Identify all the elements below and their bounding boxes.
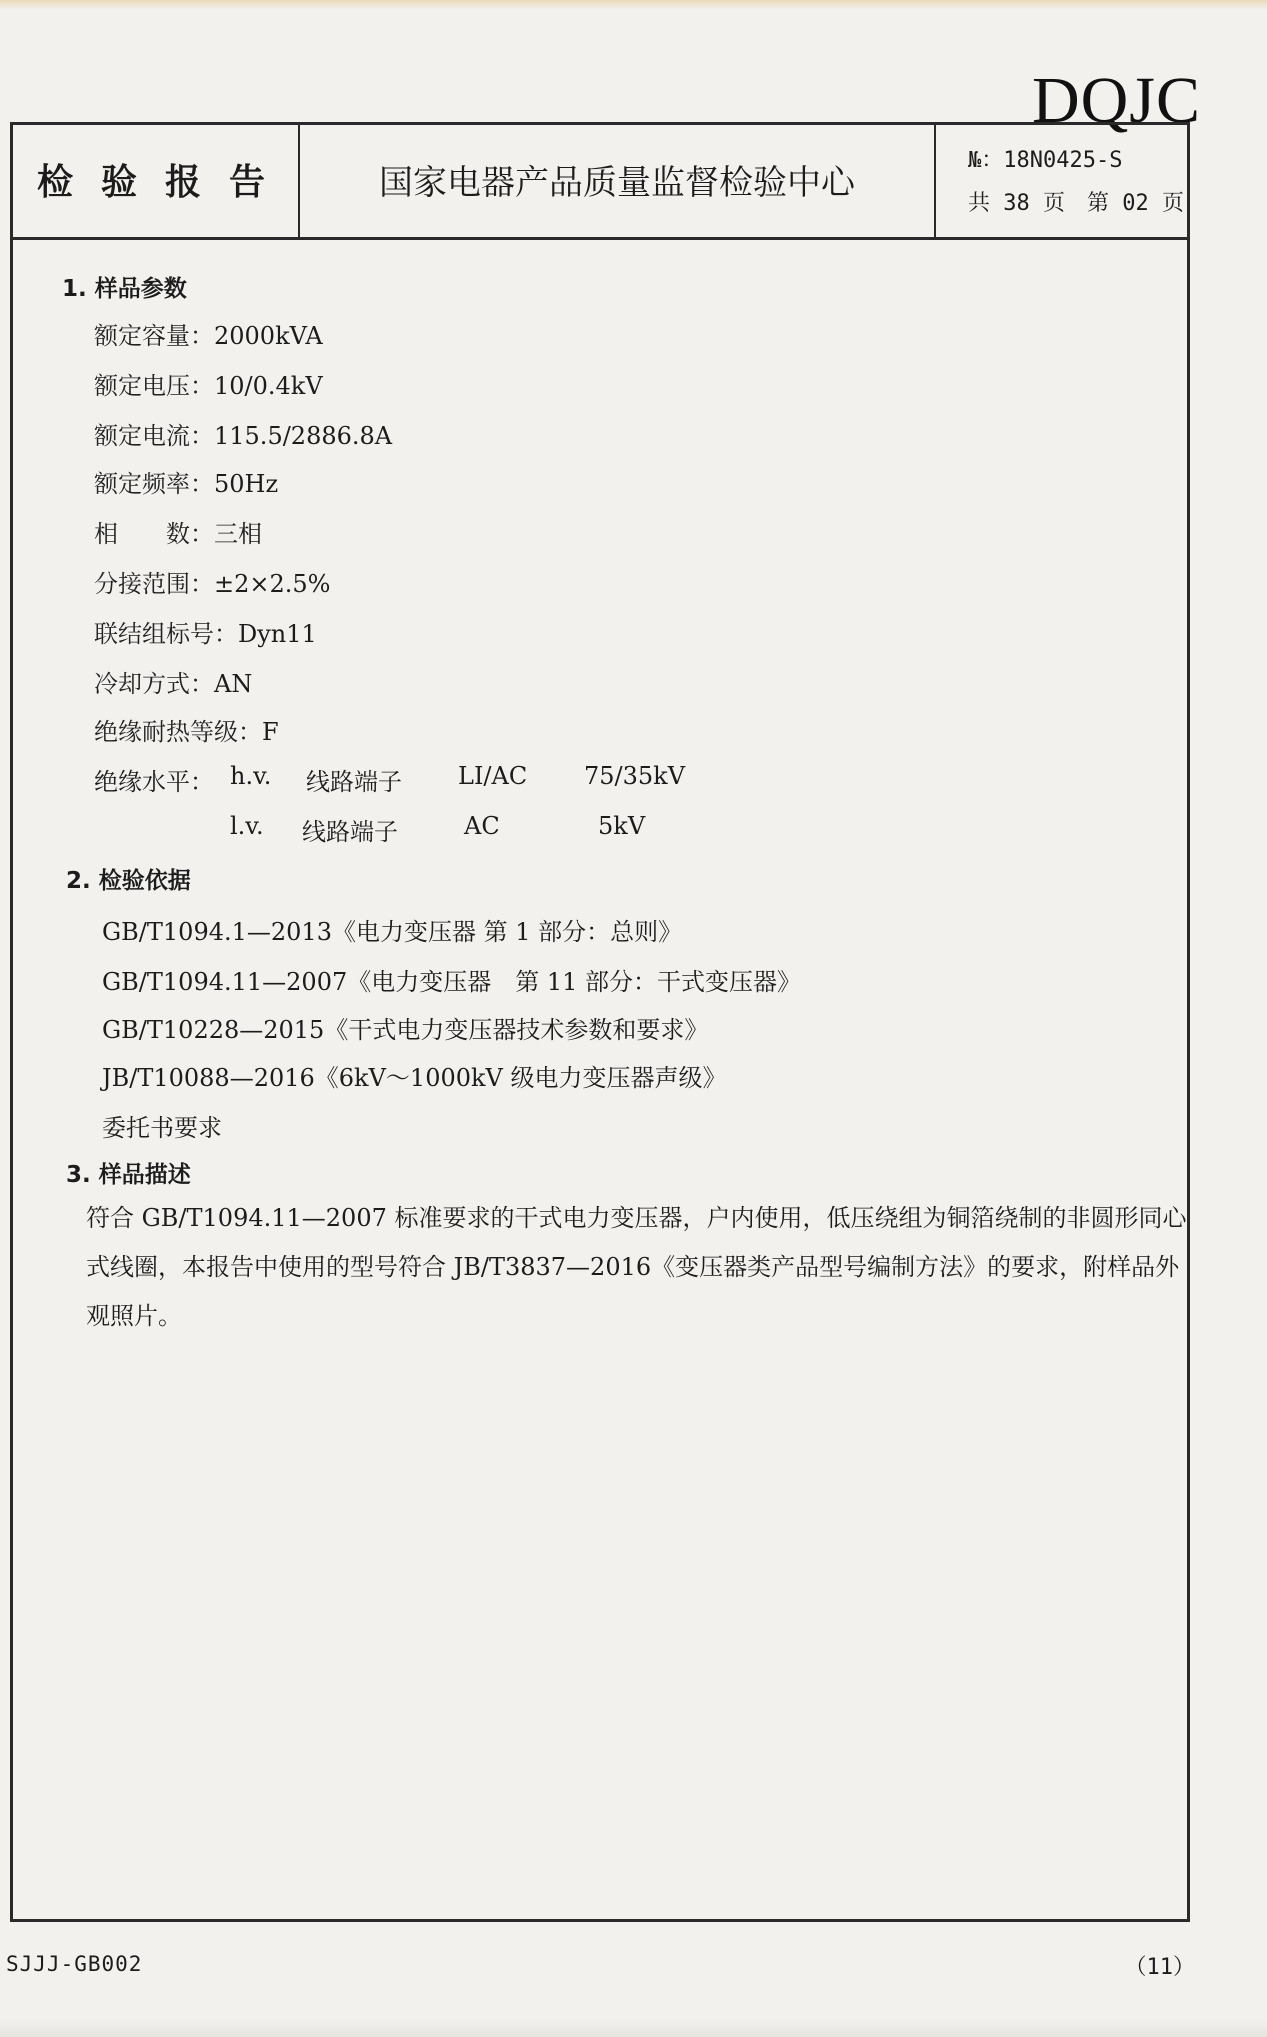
param-rated-capacity: [94, 316, 323, 351]
param-value: 10/0.4kV: [214, 372, 323, 400]
insulation-lv-terminal: 线路端子: [302, 818, 398, 846]
param-label: 相 数：: [94, 520, 214, 548]
report-meta: [934, 122, 1184, 237]
param-label: 额定电流：: [94, 422, 214, 450]
form-code: SJJJ-GB002: [6, 1952, 143, 1976]
page-mark: （11）: [1124, 1955, 1195, 1980]
param-value: 三相: [214, 520, 262, 548]
basis-item: GB/T1094.1—2013《电力变压器 第 1 部分：总则》: [102, 918, 683, 946]
param-label: 分接范围：: [94, 570, 214, 598]
basis-item: JB/T10088—2016《6kV～1000kV 级电力变压器声级》: [102, 1064, 727, 1092]
basis-item: GB/T10228—2015《干式电力变压器技术参数和要求》: [102, 1016, 709, 1044]
dqjc-logo: DQJC: [1031, 64, 1201, 137]
page-top-edge: [0, 0, 1267, 10]
param-label: 额定电压：: [94, 372, 214, 400]
param-label: 冷却方式：: [94, 670, 214, 698]
param-rated-voltage: [94, 366, 323, 401]
param-cooling: [94, 664, 252, 699]
insulation-hv-value: 75/35kV: [584, 762, 686, 790]
section-3-title: 3. 样品描述: [66, 1162, 191, 1188]
param-label: 额定容量：: [94, 322, 214, 350]
param-rated-current: [94, 416, 392, 451]
report-number: №：18N0425-S: [968, 147, 1123, 173]
section-2-title: 2. 检验依据: [66, 868, 191, 894]
param-value: ±2×2.5%: [214, 570, 331, 598]
param-value: F: [262, 718, 279, 746]
param-label: 额定频率：: [94, 470, 214, 498]
param-thermal-class: [94, 712, 279, 747]
insulation-hv-terminal: 线路端子: [306, 768, 402, 796]
insulation-lv-type: AC: [464, 812, 500, 840]
param-label: 绝缘耐热等级：: [94, 718, 262, 746]
param-rated-frequency: [94, 464, 278, 499]
insulation-label: 绝缘水平：: [94, 768, 214, 796]
institution-name: 国家电器产品质量监督检验中心: [300, 122, 936, 237]
report-header: [10, 122, 1190, 240]
param-value: Dyn11: [238, 620, 317, 648]
param-vector-group: [94, 614, 317, 649]
param-tap-range: [94, 564, 330, 599]
param-label: 联结组标号：: [94, 620, 238, 648]
insulation-lv-value: 5kV: [598, 812, 646, 840]
insulation-hv-winding: h.v.: [230, 762, 272, 790]
page-bottom-edge: [0, 2019, 1267, 2037]
sample-description: 符合 GB/T1094.11—2007 标准要求的干式电力变压器，户内使用，低压绕组为铜箔绕制的非圆形同心式线圈，本报告中使用的型号符合 JB/T3837—2016《变压器类产品型号编制方法》的要求，附样品外观照片。: [86, 1204, 1187, 1330]
insulation-hv-type: LI/AC: [458, 762, 528, 790]
basis-item: 委托书要求: [102, 1114, 222, 1142]
insulation-lv-winding: l.v.: [230, 812, 264, 840]
section-1-title: 1. 样品参数: [62, 276, 187, 302]
param-phases: [94, 514, 262, 549]
page-count: 共 38 页 第 02 页: [968, 190, 1184, 216]
param-value: 50Hz: [214, 470, 279, 498]
basis-item: GB/T1094.11—2007《电力变压器 第 11 部分：干式变压器》: [102, 968, 802, 996]
param-value: 115.5/2886.8A: [214, 422, 393, 450]
report-type-title: 检验报告: [10, 122, 300, 237]
param-value: AN: [214, 670, 253, 698]
param-value: 2000kVA: [214, 322, 323, 350]
